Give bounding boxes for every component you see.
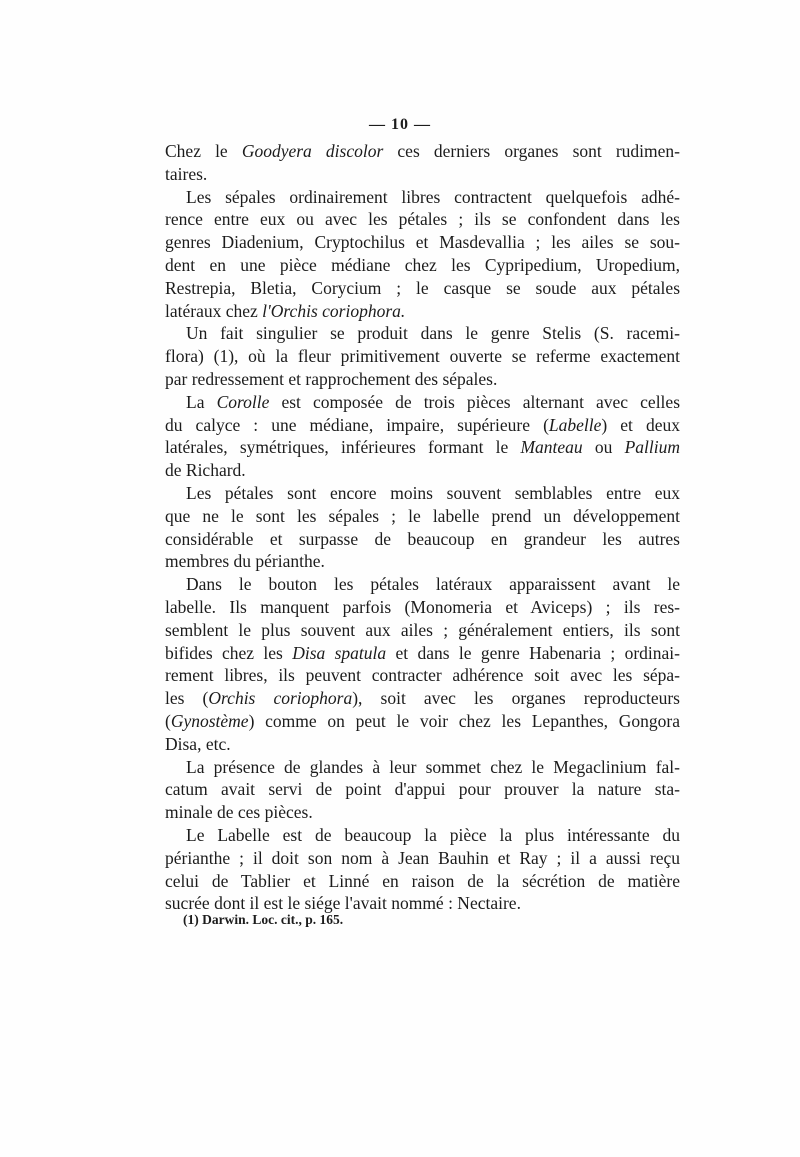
text-segment: Restrepia, Bletia, Corycium ; le casque se soude aux pétales xyxy=(165,277,680,298)
text-line xyxy=(165,778,680,801)
text-line xyxy=(165,482,680,505)
text-line xyxy=(165,710,680,733)
text-segment: rement libres, ils peuvent contracter adhérence soit avec les sépa- xyxy=(165,665,680,686)
text-segment: ou xyxy=(582,437,625,458)
text-line xyxy=(165,619,680,642)
text-segment: du calyce : une médiane, impaire, supérieure ( xyxy=(165,414,549,435)
text-segment: minale de ces pièces. xyxy=(165,802,313,823)
italic-term: Orchis coriophora xyxy=(208,688,353,709)
text-segment: Le Labelle est de beaucoup la pièce la plus intéressante du xyxy=(186,824,680,845)
text-line xyxy=(165,801,680,824)
text-line xyxy=(165,368,680,391)
text-line xyxy=(165,596,680,619)
text-line xyxy=(165,345,680,368)
italic-term: Disa spatula xyxy=(292,642,387,663)
text-segment: semblent le plus souvent aux ailes ; généralement entiers, ils sont xyxy=(165,619,680,640)
text-segment: et dans le genre Habenaria ; ordinai- xyxy=(386,642,680,663)
text-segment: latéraux chez xyxy=(165,300,263,321)
text-segment: ces derniers organes sont rudimen- xyxy=(383,141,680,161)
text-segment: rence entre eux ou avec les pétales ; ils se confondent dans les xyxy=(165,209,680,230)
italic-term: l'Orchis coriophora. xyxy=(262,300,406,321)
text-segment: par redressement et rapprochement des sépales. xyxy=(165,368,498,389)
text-line xyxy=(165,505,680,528)
italic-term: Gynostème xyxy=(170,710,249,731)
text-line xyxy=(165,528,680,551)
text-line xyxy=(165,254,680,277)
text-line xyxy=(165,756,680,779)
text-segment: Un fait singulier se produit dans le genre Stelis (S. racemi- xyxy=(186,323,680,344)
text-line xyxy=(165,140,680,163)
text-segment: La présence de glandes à leur sommet chez le Megaclinium fal- xyxy=(186,756,680,777)
italic-term: Corolle xyxy=(216,391,270,412)
text-segment: est composée de trois pièces alternant avec celles xyxy=(269,391,680,412)
italic-term: Manteau xyxy=(520,437,583,458)
text-segment: Les sépales ordinairement libres contractent quelquefois adhé- xyxy=(186,186,680,207)
text-segment: Dans le bouton les pétales latéraux apparaissent avant le xyxy=(186,574,680,595)
page-number: — 10 — xyxy=(369,116,431,133)
text-line xyxy=(165,186,680,209)
text-segment: membres du périanthe. xyxy=(165,551,325,572)
italic-term: Goodyera discolor xyxy=(241,141,384,161)
text-segment: La xyxy=(186,391,217,412)
text-line xyxy=(165,573,680,596)
text-line xyxy=(165,733,680,756)
text-segment: de Richard. xyxy=(165,460,246,481)
text-line xyxy=(165,870,680,893)
text-segment: ) comme on peut le voir chez les Lepanthes, Gongora xyxy=(248,710,680,731)
text-segment: celui de Tablier et Linné en raison de la sécrétion de matière xyxy=(165,870,680,891)
text-segment: ) et deux xyxy=(601,414,680,435)
text-segment: sucrée dont il est le siége l'avait nommé : Nectaire. xyxy=(165,893,521,914)
text-segment: taires. xyxy=(165,163,208,184)
text-line xyxy=(165,231,680,254)
text-segment: que ne le sont les sépales ; le labelle prend un développement xyxy=(165,505,680,526)
text-segment: dent en une pièce médiane chez les Cypripedium, Uropedium, xyxy=(165,254,680,275)
text-segment: genres Diadenium, Cryptochilus et Masdevallia ; les ailes se sou- xyxy=(165,232,680,253)
text-line xyxy=(165,687,680,710)
text-segment: labelle. Ils manquent parfois (Monomeria et Aviceps) ; ils res- xyxy=(165,596,680,617)
text-line xyxy=(165,459,680,482)
text-segment: flora) (1), où la fleur primitivement ouverte se referme exactement xyxy=(165,346,680,367)
text-segment: catum avait servi de point d'appui pour prouver la nature sta- xyxy=(165,779,680,800)
text-segment: Disa, etc. xyxy=(165,733,231,754)
text-segment: bifides chez les xyxy=(165,642,293,663)
text-line xyxy=(165,824,680,847)
footnote: (1) Darwin. Loc. cit., p. 165. xyxy=(183,912,344,927)
text-segment: ( xyxy=(165,710,171,731)
text-line xyxy=(165,436,680,459)
italic-term: Labelle xyxy=(548,414,602,435)
text-line xyxy=(165,664,680,687)
text-line xyxy=(165,277,680,300)
text-line xyxy=(165,163,680,186)
text-segment: les ( xyxy=(165,688,209,709)
text-segment: Chez le xyxy=(165,141,242,161)
text-line xyxy=(165,391,680,414)
body-text xyxy=(165,140,680,915)
text-line xyxy=(165,550,680,573)
text-segment: Les pétales sont encore moins souvent semblables entre eux xyxy=(186,482,680,503)
text-line xyxy=(165,414,680,437)
text-line xyxy=(165,642,680,665)
text-line xyxy=(165,322,680,345)
italic-term: Pallium xyxy=(624,437,680,458)
text-segment: ), soit avec les organes reproducteurs xyxy=(352,688,680,709)
text-segment: périanthe ; il doit son nom à Jean Bauhin et Ray ; il a aussi reçu xyxy=(165,847,680,868)
text-line xyxy=(165,300,680,323)
text-segment: latérales, symétriques, inférieures formant le xyxy=(165,437,521,458)
text-segment: considérable et surpasse de beaucoup en grandeur les autres xyxy=(165,528,680,549)
text-line xyxy=(165,847,680,870)
text-line xyxy=(165,208,680,231)
